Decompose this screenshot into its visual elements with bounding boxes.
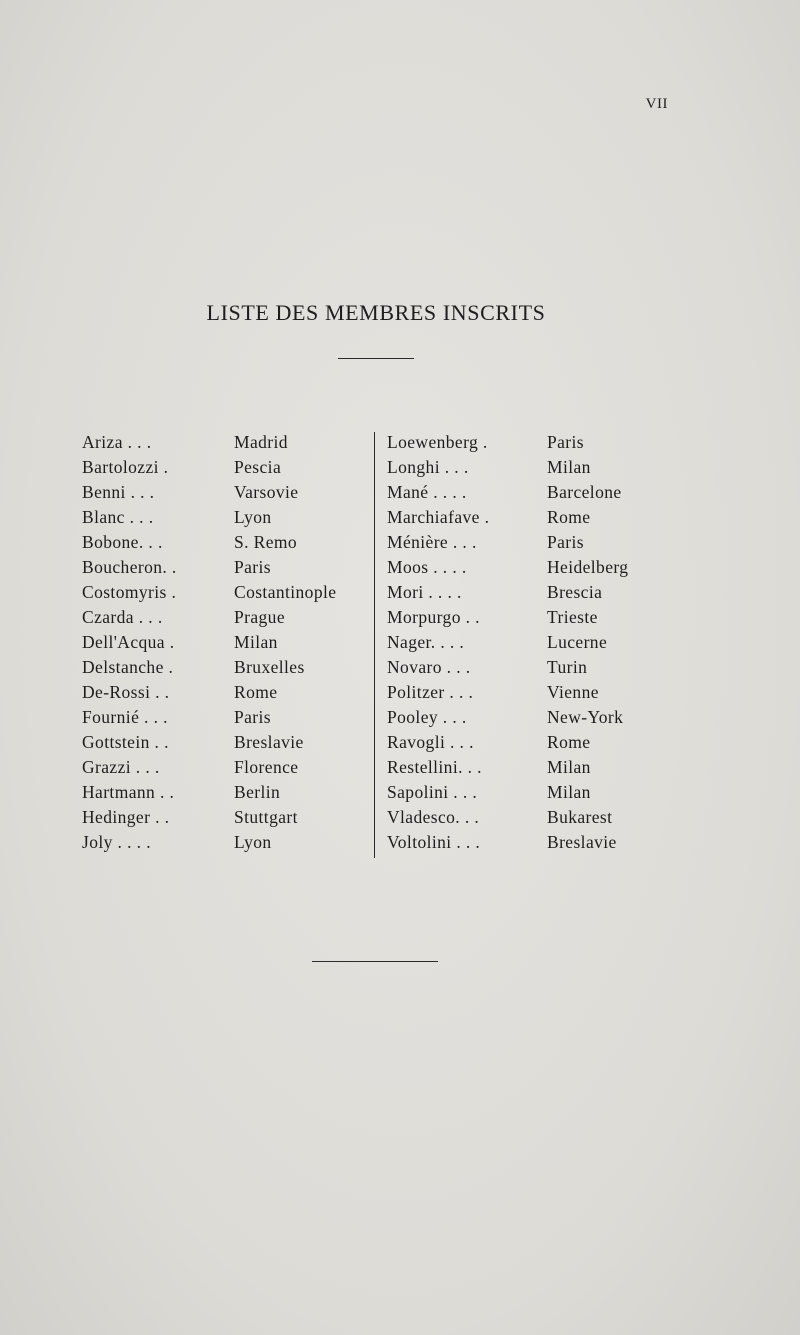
member-name: Pooley . . .: [387, 707, 467, 727]
member-city: Bukarest: [547, 807, 613, 827]
member-row: [387, 755, 677, 780]
member-row: [387, 730, 677, 755]
member-row: [387, 680, 677, 705]
column-divider: [374, 432, 375, 858]
end-rule: [312, 961, 438, 962]
member-name: Bobone. . .: [82, 532, 163, 552]
member-name: Hartmann . .: [82, 782, 175, 802]
member-name: Restellini. . .: [387, 757, 482, 777]
member-name: Boucheron. .: [82, 557, 177, 577]
member-row: [82, 730, 372, 755]
member-row: [387, 630, 677, 655]
member-name: Fournié . . .: [82, 707, 168, 727]
member-city: Heidelberg: [547, 557, 629, 577]
member-name: Dell'Acqua .: [82, 632, 175, 652]
member-name: Gottstein . .: [82, 732, 169, 752]
member-city: S. Remo: [234, 532, 298, 552]
members-list: [82, 430, 682, 860]
member-row: [387, 480, 677, 505]
member-name: Novaro . . .: [387, 657, 471, 677]
member-name: Sapolini . . .: [387, 782, 478, 802]
member-row: [387, 555, 677, 580]
member-name: Morpurgo . .: [387, 607, 480, 627]
member-city: Milan: [547, 757, 591, 777]
member-city: Lucerne: [547, 632, 608, 652]
member-city: Paris: [234, 707, 271, 727]
member-name: Vladesco. . .: [387, 807, 480, 827]
member-row: [82, 755, 372, 780]
member-row: [82, 580, 372, 605]
member-name: Nager. . . .: [387, 632, 465, 652]
member-name: Blanc . . .: [82, 507, 154, 527]
member-city: Varsovie: [234, 482, 299, 502]
member-city: Bruxelles: [234, 657, 305, 677]
member-name: Czarda . . .: [82, 607, 163, 627]
member-name: Grazzi . . .: [82, 757, 160, 777]
member-name: Moos . . . .: [387, 557, 467, 577]
member-name: Voltolini . . .: [387, 832, 481, 852]
page-number: VII: [645, 96, 668, 112]
member-city: New-York: [547, 707, 624, 727]
member-name: Ariza . . .: [82, 432, 152, 452]
member-row: [387, 805, 677, 830]
member-city: Paris: [547, 432, 584, 452]
member-name: Mané . . . .: [387, 482, 467, 502]
member-name: Ménière . . .: [387, 532, 477, 552]
member-name: Ravogli . . .: [387, 732, 474, 752]
member-city: Costantinople: [234, 582, 337, 602]
member-row: [387, 530, 677, 555]
member-city: Berlin: [234, 782, 281, 802]
member-city: Florence: [234, 757, 299, 777]
member-row: [387, 780, 677, 805]
member-row: [387, 830, 677, 855]
member-city: Prague: [234, 607, 285, 627]
member-name: Politzer . . .: [387, 682, 474, 702]
member-row: [82, 680, 372, 705]
member-city: Stuttgart: [234, 807, 298, 827]
member-row: [82, 455, 372, 480]
member-city: Breslavie: [234, 732, 304, 752]
member-row: [82, 630, 372, 655]
member-row: [82, 480, 372, 505]
member-row: [82, 530, 372, 555]
member-row: [387, 580, 677, 605]
member-city: Rome: [547, 732, 591, 752]
member-name: Mori . . . .: [387, 582, 462, 602]
member-name: Costomyris .: [82, 582, 177, 602]
member-row: [82, 555, 372, 580]
member-city: Milan: [234, 632, 278, 652]
member-city: Trieste: [547, 607, 598, 627]
member-row: [387, 505, 677, 530]
member-name: De-Rossi . .: [82, 682, 170, 702]
title-rule: [338, 358, 414, 359]
member-row: [82, 780, 372, 805]
member-name: Loewenberg .: [387, 432, 488, 452]
members-column-left: [82, 430, 372, 855]
members-column-right: [387, 430, 677, 855]
member-row: [82, 830, 372, 855]
member-name: Bartolozzi .: [82, 457, 169, 477]
member-city: Turin: [547, 657, 588, 677]
member-city: Breslavie: [547, 832, 617, 852]
member-city: Milan: [547, 457, 591, 477]
member-name: Marchiafave .: [387, 507, 490, 527]
member-row: [387, 455, 677, 480]
member-row: [82, 655, 372, 680]
member-city: Paris: [234, 557, 271, 577]
page-title: LISTE DES MEMBRES INSCRITS: [206, 300, 546, 325]
member-city: Milan: [547, 782, 591, 802]
member-row: [82, 605, 372, 630]
member-name: Longhi . . .: [387, 457, 469, 477]
member-row: [82, 505, 372, 530]
member-city: Brescia: [547, 582, 603, 602]
member-city: Pescia: [234, 457, 282, 477]
member-city: Barcelone: [547, 482, 622, 502]
member-city: Rome: [234, 682, 278, 702]
member-row: [82, 430, 372, 455]
member-row: [387, 705, 677, 730]
member-name: Hedinger . .: [82, 807, 170, 827]
member-city: Lyon: [234, 832, 272, 852]
member-name: Joly . . . .: [82, 832, 151, 852]
member-city: Rome: [547, 507, 591, 527]
member-name: Delstanche .: [82, 657, 174, 677]
member-city: Lyon: [234, 507, 272, 527]
member-name: Benni . . .: [82, 482, 155, 502]
member-row: [387, 430, 677, 455]
member-city: Paris: [547, 532, 584, 552]
member-row: [82, 705, 372, 730]
member-row: [387, 655, 677, 680]
member-city: Vienne: [547, 682, 599, 702]
member-row: [82, 805, 372, 830]
member-city: Madrid: [234, 432, 288, 452]
member-row: [387, 605, 677, 630]
